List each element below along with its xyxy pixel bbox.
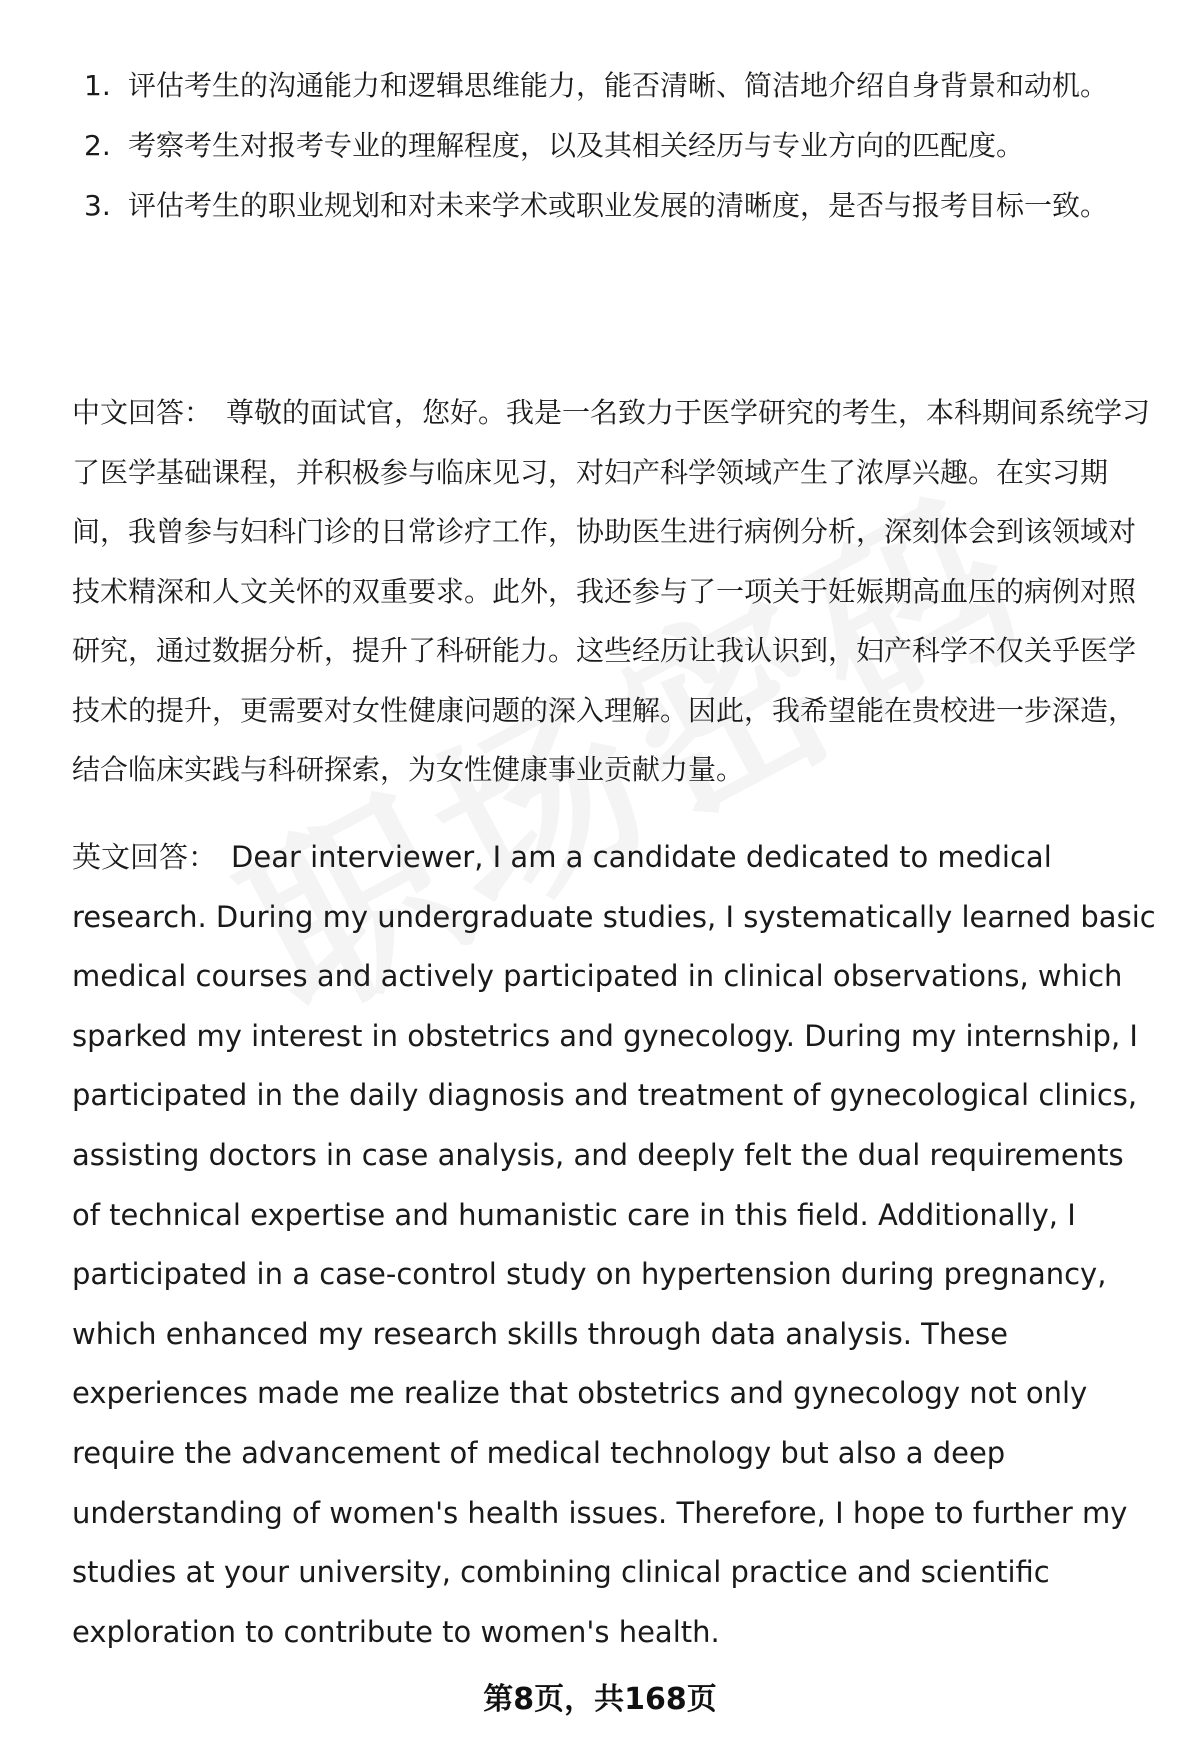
criteria-number: 3. [84,189,111,222]
criteria-number: 1. [84,69,111,102]
criteria-number: 2. [84,129,111,162]
criteria-text: 评估考生的职业规划和对未来学术或职业发展的清晰度，是否与报考目标一致。 [128,189,1109,222]
english-answer-label: 英文回答： [72,840,218,874]
english-answer-text: Dear interviewer, I am a candidate dedicated to medical research. During my undergraduate studies, I systematically learned basic medical courses and actively participated in clinical observations, which sparked my interest in obstetrics and gynecology. During my internship, I participated in the daily diagnosis and treatment of gynecological clinics, assisting doctors in case analysis, and deeply felt the dual requirements of technical expertise and humanistic care in this field. Additionally, I participated in a case-control study on hypertension during pregnancy, which enhanced my research skills through data analysis. These experiences made me realize that obstetrics and gynecology not only require the advancement of medical technology but also a deep understanding of women's health issues. Therefore, I hope to further my studies at your university, combining clinical practice and scientific exploration to contribute to women's health. [72,840,1156,1649]
chinese-answer [72,383,1160,800]
criteria-item [72,176,1152,236]
chinese-answer-text: 尊敬的面试官，您好。我是一名致力于医学研究的考生，本科期间系统学习了医学基础课程，并积极参与临床见习，对妇产科学领域产生了浓厚兴趣。在实习期间，我曾参与妇科门诊的日常诊疗工作，协助医生进行病例分析，深刻体会到该领域对技术精深和人文关怀的双重要求。此外，我还参与了一项关于妊娠期高血压的病例对照研究，通过数据分析，提升了科研能力。这些经历让我认识到，妇产科学不仅关乎医学技术的提升，更需要对女性健康问题的深入理解。因此，我希望能在贵校进一步深造，结合临床实践与科研探索，为女性健康事业贡献力量。 [72,396,1151,786]
criteria-item [72,116,1152,176]
criteria-item [72,56,1152,116]
evaluation-criteria-list [72,56,1152,236]
english-answer [72,828,1160,1662]
page-number: 第8页，共168页 [483,1682,717,1717]
criteria-text: 考察考生对报考专业的理解程度，以及其相关经历与专业方向的匹配度。 [128,129,1025,162]
criteria-text: 评估考生的沟通能力和逻辑思维能力，能否清晰、简洁地介绍自身背景和动机。 [128,69,1109,102]
chinese-answer-label: 中文回答： [72,396,213,429]
